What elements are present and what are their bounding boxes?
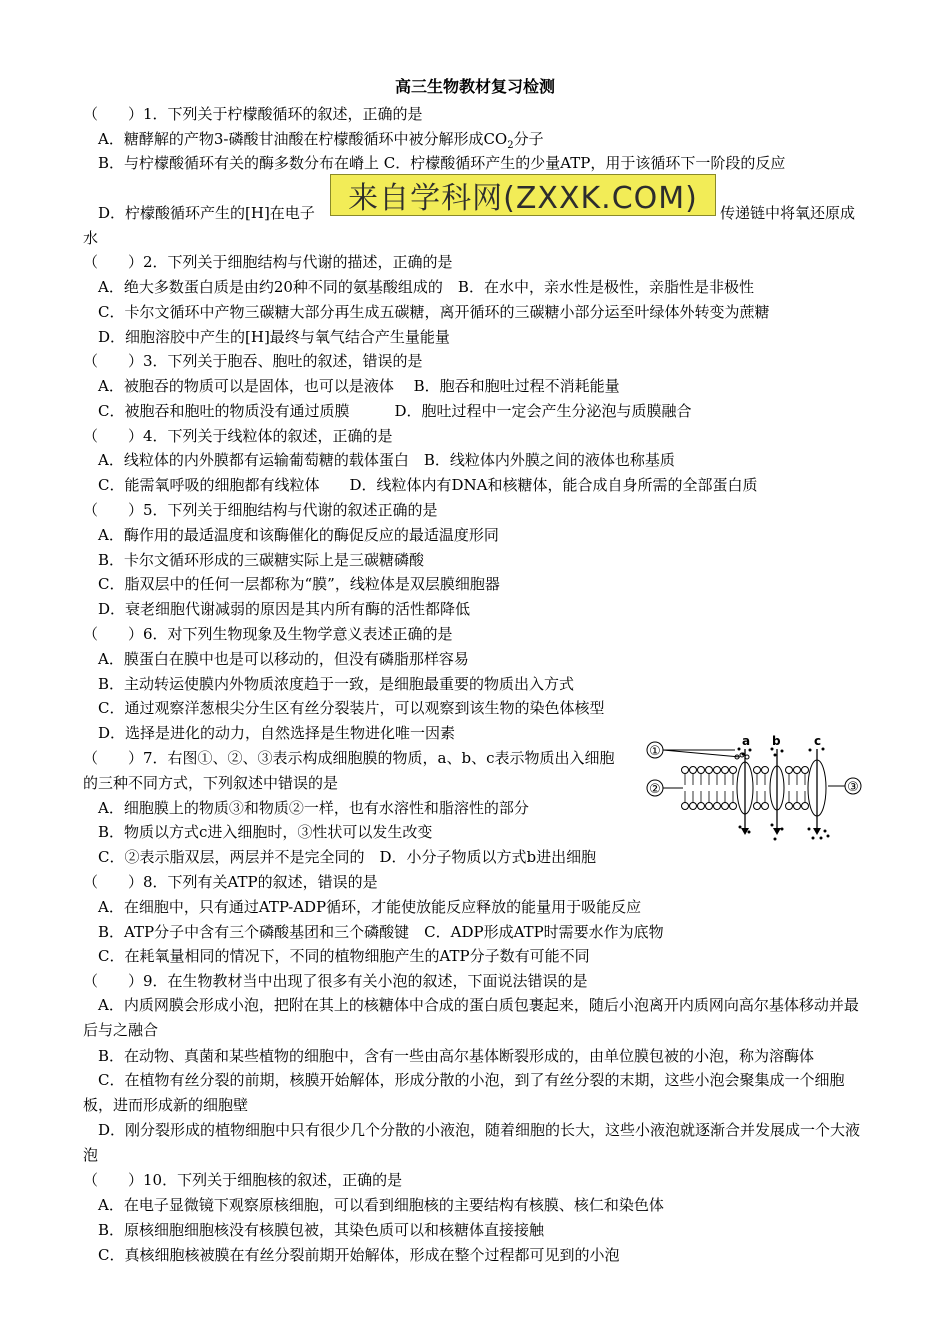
q9-option-a: A．内质网膜会形成小泡，把附在其上的核糖体中合成的蛋白质包裹起来，随后小泡离开内质网向高尔基体移动并最后与之融合 xyxy=(83,996,859,1039)
q6-option-a: A．膜蛋白在膜中也是可以移动的，但没有磷脂那样容易 xyxy=(98,650,469,668)
arrow-label-a: a xyxy=(742,735,751,748)
q5-option-a: A．酶作用的最适温度和该酶催化的酶促反应的最适温度形同 xyxy=(98,526,499,544)
q3-option-c-d: C．被胞吞和胞吐的物质没有通过质膜 D．胞吐过程中一定会产生分泌泡与质膜融合 xyxy=(98,402,692,420)
q1-option-a: A．糖酵解的产物3-磷酸甘油酸在柠檬酸循环中被分解形成$CO_2$分子 xyxy=(98,130,544,151)
label-1: ① xyxy=(649,744,661,759)
label-3: ③ xyxy=(847,780,859,795)
q6-option-b: B．主动转运使膜内外物质浓度趋于一致，是细胞最重要的物质出入方式 xyxy=(98,675,575,693)
arrow-label-c: c xyxy=(814,735,822,748)
q5-option-d: D．衰老细胞代谢减弱的原因是其内所有酶的活性都降低 xyxy=(98,600,471,618)
q1-option-d-end: 水 xyxy=(83,229,99,247)
q2-option-d: D．细胞溶胶中产生的[H]最终与氧气结合产生量能量 xyxy=(98,328,450,346)
q7-option-c-d: C．②表示脂双层，两层并不是完全同的 D．小分子物质以方式b进出细胞 xyxy=(98,848,597,866)
question-10: （ ）10．下列关于细胞核的叙述，正确的是 xyxy=(83,1171,403,1189)
q8-option-a: A．在细胞中，只有通过ATP-ADP循环，才能使放能反应释放的能量用于吸能反应 xyxy=(98,898,642,916)
question-2: （ ）2．下列关于细胞结构与代谢的描述，正确的是 xyxy=(83,253,453,271)
membrane-diagram xyxy=(645,735,870,843)
q6-option-d: D．选择是进化的动力，自然选择是生物进化唯一因素 xyxy=(98,724,456,742)
q7-option-b: B．物质以方式c进入细胞时，③性状可以发生改变 xyxy=(98,823,433,841)
q4-option-a-b: A．线粒体的内外膜都有运输葡萄糖的载体蛋白 B．线粒体内外膜之间的液体也称基质 xyxy=(98,451,675,469)
q9-option-b: B．在动物、真菌和某些植物的细胞中，含有一些由高尔基体断裂形成的，由单位膜包被的小泡，称为溶酶体 xyxy=(98,1047,815,1065)
watermark-logo: 来自学科网(ZXXK.COM) xyxy=(330,174,716,216)
question-3: （ ）3．下列关于胞吞、胞吐的叙述，错误的是 xyxy=(83,352,423,370)
q2-option-c: C．卡尔文循环中产物三碳糖大部分再生成五碳糖，离开循环的三碳糖小部分运至叶绿体外转变为蔗糖 xyxy=(98,303,770,321)
q8-option-b-c: B．ATP分子中含有三个磷酸基团和三个磷酸键 C．ADP形成ATP时需要水作为底物 xyxy=(98,923,664,941)
question-6: （ ）6．对下列生物现象及生物学意义表述正确的是 xyxy=(83,625,453,643)
question-5: （ ）5．下列关于细胞结构与代谢的叙述正确的是 xyxy=(83,501,438,519)
q6-option-c: C．通过观察洋葱根尖分生区有丝分裂装片，可以观察到该生物的染色体核型 xyxy=(98,699,605,717)
q3-option-a-b: A．被胞吞的物质可以是固体，也可以是液体 B．胞吞和胞吐过程不消耗能量 xyxy=(98,377,620,395)
question-7: （ ）7．右图①、②、③表示构成细胞膜的物质，a、b、c表示物质出入细胞 xyxy=(83,749,615,767)
q1-option-b-c: B．与柠檬酸循环有关的酶多数分布在嵴上 C．柠檬酸循环产生的少量ATP，用于该循环下一阶段的反应 xyxy=(98,154,786,172)
q7-option-a: A．细胞膜上的物质③和物质②一样，也有水溶性和脂溶性的部分 xyxy=(98,799,529,817)
q5-option-c: C．脂双层中的任何一层都称为“膜”，线粒体是双层膜细胞器 xyxy=(98,575,500,593)
label-2: ② xyxy=(649,782,661,797)
question-7-cont: 的三种不同方式，下列叙述中错误的是 xyxy=(83,774,339,792)
page-title: 高三生物教材复习检测 xyxy=(394,77,555,96)
q1-option-d-cont: 传递链中将氧还原成 xyxy=(720,204,856,222)
question-9: （ ）9．在生物教材当中出现了很多有关小泡的叙述，下面说法错误的是 xyxy=(83,972,588,990)
q10-option-a: A．在电子显微镜下观察原核细胞，可以看到细胞核的主要结构有核膜、核仁和染色体 xyxy=(98,1196,664,1214)
question-1: （ ）1．下列关于柠檬酸循环的叙述，正确的是 xyxy=(83,105,423,123)
q1-option-d: D．柠檬酸循环产生的[H]在电子 xyxy=(98,204,315,222)
question-4: （ ）4．下列关于线粒体的叙述，正确的是 xyxy=(83,427,393,445)
q10-option-c: C．真核细胞核被膜在有丝分裂前期开始解体，形成在整个过程都可见到的小泡 xyxy=(98,1246,620,1264)
q9-option-d: D．刚分裂形成的植物细胞中只有很少几个分散的小液泡，随着细胞的长大，这些小液泡就逐渐合并发展成一个大液泡 xyxy=(83,1121,861,1164)
q5-option-b: B．卡尔文循环形成的三碳糖实际上是三碳糖磷酸 xyxy=(98,551,425,569)
question-8: （ ）8．下列有关ATP的叙述，错误的是 xyxy=(83,873,378,891)
arrow-label-b: b xyxy=(772,735,781,748)
q9-option-c: C．在植物有丝分裂的前期，核膜开始解体，形成分散的小泡，到了有丝分裂的末期，这些小泡会聚集成一个细胞板，进而形成新的细胞壁 xyxy=(83,1071,845,1114)
q8-option-c2: C．在耗氧量相同的情况下，不同的植物细胞产生的ATP分子数有可能不同 xyxy=(98,947,590,965)
q10-option-b: B．原核细胞细胞核没有核膜包被，其染色质可以和核糖体直接接触 xyxy=(98,1221,545,1239)
q2-option-a-b: A．绝大多数蛋白质是由约20种不同的氨基酸组成的 B．在水中，亲水性是极性，亲脂性是非极性 xyxy=(98,278,754,296)
q4-option-c-d: C．能需氧呼吸的细胞都有线粒体 D．线粒体内有DNA和核糖体，能合成自身所需的全部蛋白质 xyxy=(98,476,758,494)
